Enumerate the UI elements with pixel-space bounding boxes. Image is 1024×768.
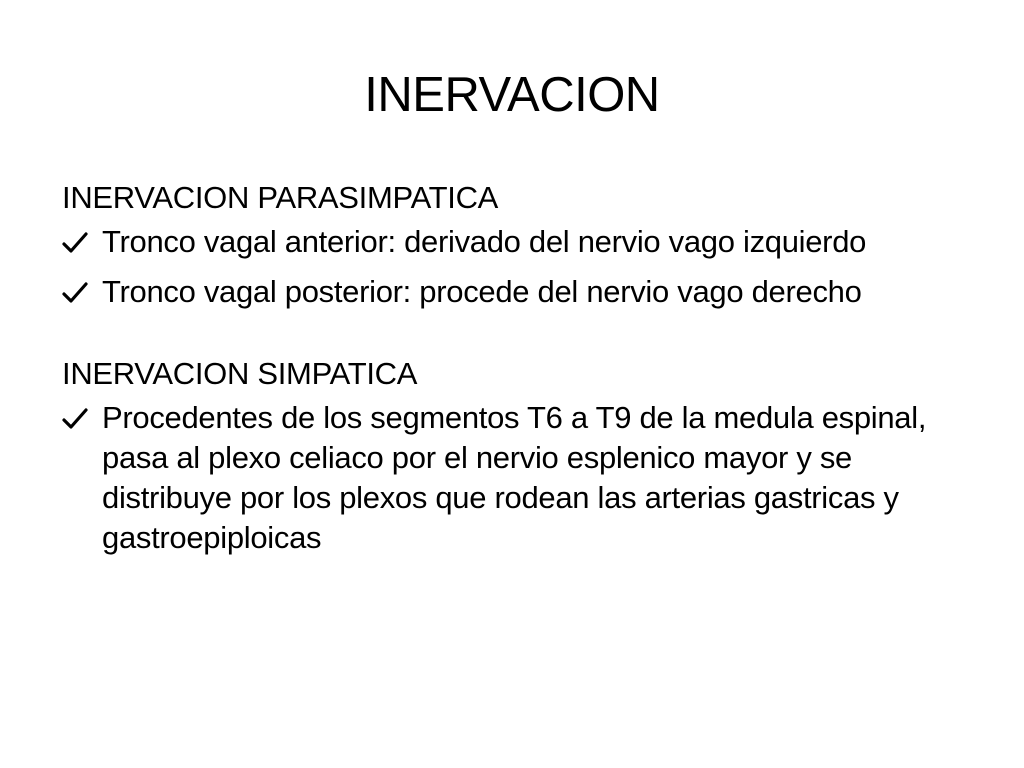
slide-body: [62, 178, 982, 568]
slide-title: INERVACION: [364, 68, 660, 122]
bullet-item: [62, 398, 982, 558]
bullet-text: Procedentes de los segmentos T6 a T9 de la medula espinal, pasa al plexo celiaco por el nervio esplenico mayor y se distribuye por los plexos que rodean las arterias gastricas y gastroepiploicas: [102, 400, 927, 555]
bullet-item: [62, 222, 982, 262]
check-icon: [62, 398, 102, 438]
bullet-item: [62, 272, 982, 312]
section-heading-simpatica: INERVACION SIMPATICA: [62, 356, 418, 391]
check-icon: [62, 272, 102, 312]
bullet-text: Tronco vagal anterior: derivado del nervio vago izquierdo: [102, 224, 867, 259]
bullet-text: Tronco vagal posterior: procede del nervio vago derecho: [102, 274, 862, 309]
section-heading-parasimpatica: INERVACION PARASIMPATICA: [62, 180, 499, 215]
check-icon: [62, 222, 102, 262]
